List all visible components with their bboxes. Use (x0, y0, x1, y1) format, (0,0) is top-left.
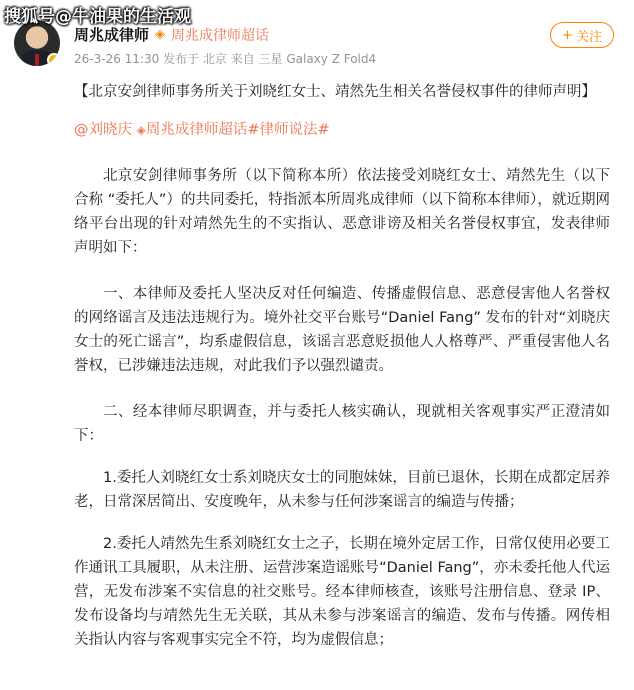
post-tags (74, 118, 610, 142)
body-paragraph: 二、经本律师尽职调查，并与委托人核实确认，现就相关客观事实严正澄清如下： (74, 404, 610, 444)
post-title: 【北京安剑律师事务所关于刘晓红女士、靖然先生相关名誉侵权事件的律师声明】 (74, 84, 596, 100)
body-paragraph: 1.委托人刘晓红女士系刘晓庆女士的同胞妹妹，目前已退休，长期在成都定居养老，日常深居简出、安度晚年，从未参与任何涉案谣言的编造与传播； (74, 470, 610, 510)
post-time[interactable]: 26-3-26 11:30 (74, 52, 160, 66)
verified-badge-icon (47, 53, 60, 66)
post-meta (74, 50, 376, 67)
supertopic-tag-link[interactable]: 周兆成律师超话 (145, 122, 248, 138)
hashtag-link[interactable]: #律师说法# (247, 122, 330, 138)
mention-link[interactable]: @刘晓庆 (74, 122, 132, 138)
supertopic-tag-icon: ◈ (136, 123, 146, 137)
follow-button[interactable] (550, 22, 614, 48)
post-device: 来自 三星 Galaxy Z Fold4 (230, 52, 377, 66)
watermark-text: 搜狐号@牛油果的生活观 (4, 7, 191, 27)
post-content (74, 80, 610, 670)
author-name[interactable]: 周兆成律师 (74, 26, 150, 44)
supertopic-icon: ◈ (155, 27, 166, 42)
body-paragraph: 2.委托人靖然先生系刘晓红女士之子，长期在境外定居工作，日常仅使用必要工作通讯工具履职，从未注册、运营涉案造谣账号“Daniel Fang”，亦未委托他人代运营，无发布涉案不实信息的社交账号。经本律师核查，该账号注册信息、登录 IP、发布设备均与靖然先生无关联，其从未参与涉案谣言的编造、发布与传播。网传相关指认内容与客观事实完全不符，均为虚假信息； (74, 536, 610, 648)
supertopic-link[interactable]: 周兆成律师超话 (171, 27, 270, 44)
body-paragraph: 北京安剑律师事务所（以下简称本所）依法接受刘晓红女士、靖然先生（以下合称 “委托人”）的共同委托，特指派本所周兆成律师（以下简称本律师），就近期网络平台出现的针对靖然先生的不实指认、恶意诽谤及相关名誉侵权事宜，发表律师声明如下： (74, 168, 610, 256)
body-paragraph: 一、本律师及委托人坚决反对任何编造、传播虚假信息、恶意侵害他人名誉权的网络谣言及违法违规行为。境外社交平台账号“Daniel Fang” 发布的针对“刘晓庆女士的死亡谣言”，均系虚假信息，该谣言恶意贬损他人人格尊严、严重侵害他人名誉权，已涉嫌违法违规，对此我们予以强烈谴责。 (74, 286, 610, 374)
post-location: 发布于 北京 (163, 52, 227, 66)
avatar-tie (35, 54, 39, 66)
follow-label: 关注 (575, 29, 602, 45)
plus-icon: + (562, 27, 573, 43)
author-row (74, 24, 269, 45)
